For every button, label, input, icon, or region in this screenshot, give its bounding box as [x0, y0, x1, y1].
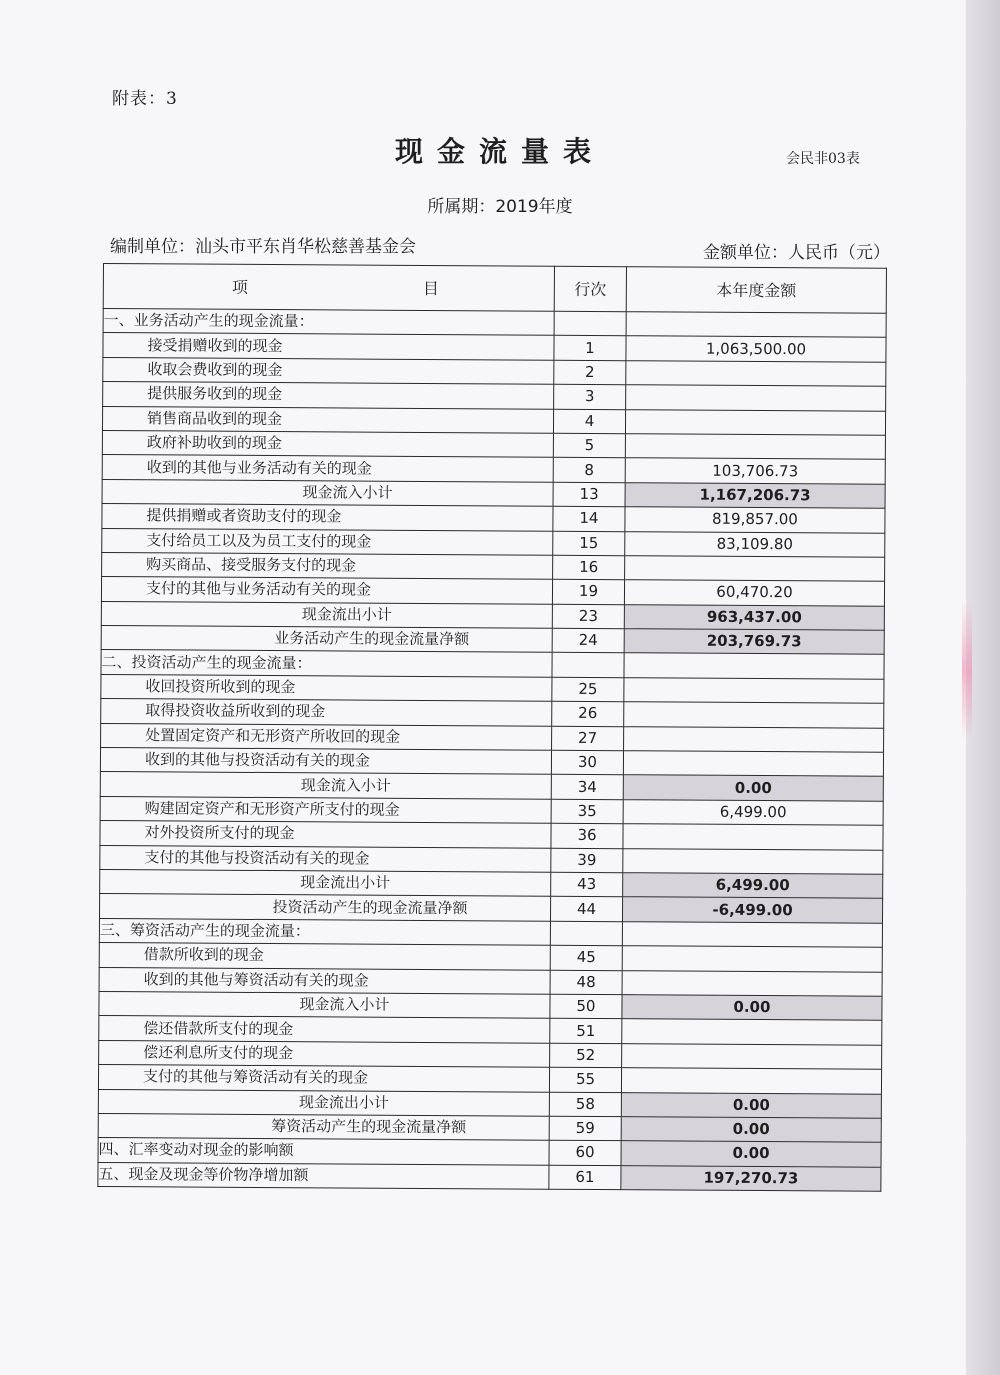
row-amount: 6,499.00: [623, 800, 883, 826]
row-item: 收到的其他与业务活动有关的现金: [102, 455, 553, 482]
row-item: 收取会费收到的现金: [103, 357, 554, 384]
row-item: 现金流出小计: [98, 1089, 549, 1116]
row-item: 业务活动产生的现金流量净额: [101, 626, 552, 653]
row-amount: [625, 409, 885, 435]
row-item: 现金流入小计: [100, 772, 551, 799]
item-header-a: 项: [231, 277, 248, 297]
row-line-number: [552, 653, 624, 678]
row-line-number: 14: [553, 506, 625, 531]
row-item: 二、投资活动产生的现金流量：: [101, 650, 552, 677]
amount-column-header: 本年度金额: [626, 267, 886, 314]
row-item: 现金流入小计: [99, 991, 550, 1018]
row-item: 现金流出小计: [100, 869, 551, 896]
row-line-number: 59: [549, 1116, 621, 1141]
row-line-number: 19: [552, 580, 624, 605]
reporting-unit: 编制单位：汕头市平东肖华松慈善基金会: [110, 237, 416, 257]
row-amount: 1,063,500.00: [626, 336, 886, 362]
period-label: 所属期：2019年度: [427, 197, 573, 217]
row-line-number: 36: [551, 823, 623, 848]
currency-unit: 金额单位：人民币（元）: [703, 243, 890, 263]
row-line-number: 51: [550, 1019, 622, 1044]
row-amount: 963,437.00: [624, 604, 884, 630]
row-item: 借款所收到的现金: [99, 943, 550, 970]
row-item: 购建固定资产和无形资产所支付的现金: [100, 796, 551, 823]
row-line-number: 61: [549, 1165, 621, 1190]
row-amount: [622, 946, 882, 972]
row-amount: [623, 824, 883, 850]
row-line-number: 26: [552, 701, 624, 726]
row-item: 支付的其他与投资活动有关的现金: [100, 845, 551, 872]
row-amount: 197,270.73: [621, 1165, 881, 1191]
row-item: 政府补助收到的现金: [102, 430, 553, 457]
row-line-number: 15: [553, 531, 625, 556]
row-amount: 0.00: [621, 1141, 881, 1167]
row-amount: 203,769.73: [624, 629, 884, 655]
row-line-number: 4: [553, 409, 625, 434]
row-line-number: 60: [549, 1141, 621, 1166]
row-line-number: 45: [550, 945, 622, 970]
row-line-number: 8: [553, 458, 625, 483]
stamp-mark: [962, 600, 972, 740]
row-amount: 6,499.00: [623, 873, 883, 899]
row-item: 收回投资所收到的现金: [101, 674, 552, 701]
row-amount: [624, 678, 884, 704]
row-amount: 0.00: [623, 775, 883, 801]
row-item: 一、业务活动产生的现金流量：: [103, 309, 554, 336]
row-item: 偿还借款所支付的现金: [99, 1016, 550, 1043]
row-item: 五、现金及现金等价物净增加额: [98, 1162, 549, 1189]
row-amount: [621, 1068, 881, 1094]
row-line-number: 23: [552, 604, 624, 629]
row-line-number: 24: [552, 628, 624, 653]
row-item: 提供服务收到的现金: [103, 382, 554, 409]
row-amount: [624, 653, 884, 679]
row-line-number: 50: [550, 994, 622, 1019]
row-item: 支付的其他与业务活动有关的现金: [101, 577, 552, 604]
row-amount: [626, 312, 886, 338]
row-line-number: 3: [554, 384, 626, 409]
row-line-number: 30: [551, 750, 623, 775]
page-title: 现金流量表: [394, 135, 605, 168]
row-amount: 1,167,206.73: [625, 482, 885, 508]
row-amount: [625, 434, 885, 460]
row-line-number: [550, 921, 622, 946]
row-item: 现金流入小计: [102, 479, 553, 506]
item-header-b: 目: [422, 278, 440, 298]
row-line-number: 55: [549, 1067, 621, 1092]
row-amount: 103,706.73: [625, 458, 885, 484]
line-column-header: 行次: [554, 266, 626, 311]
row-amount: 0.00: [622, 995, 882, 1021]
row-line-number: 34: [551, 775, 623, 800]
row-amount: 0.00: [621, 1092, 881, 1118]
row-line-number: 48: [550, 970, 622, 995]
row-amount: [624, 726, 884, 752]
row-amount: [622, 1019, 882, 1045]
row-amount: [623, 848, 883, 874]
row-item: 接受捐赠收到的现金: [103, 333, 554, 360]
row-item: 收到的其他与筹资活动有关的现金: [99, 967, 550, 994]
row-line-number: 58: [549, 1092, 621, 1117]
row-amount: 0.00: [621, 1117, 881, 1143]
annex-label: 附表：3: [112, 89, 178, 109]
row-amount: -6,499.00: [622, 897, 882, 923]
row-amount: [624, 702, 884, 728]
row-amount: [626, 385, 886, 411]
row-line-number: [554, 311, 626, 336]
row-line-number: 13: [553, 482, 625, 507]
row-amount: [625, 556, 885, 582]
row-line-number: 1: [554, 336, 626, 361]
row-item: 对外投资所支付的现金: [100, 821, 551, 848]
row-line-number: 27: [552, 726, 624, 751]
row-item: 购买商品、接受服务支付的现金: [102, 552, 553, 579]
row-line-number: 16: [553, 555, 625, 580]
table-row: [98, 1162, 881, 1191]
item-column-header: [103, 264, 554, 312]
row-item: 筹资活动产生的现金流量净额: [98, 1113, 549, 1140]
row-line-number: 5: [553, 433, 625, 458]
row-item: 现金流出小计: [101, 601, 552, 628]
row-item: 销售商品收到的现金: [102, 406, 553, 433]
row-item: 处置固定资产和无形资产所收回的现金: [101, 723, 552, 750]
row-item: 取得投资收益所收到的现金: [101, 699, 552, 726]
row-item: 提供捐赠或者资助支付的现金: [102, 504, 553, 531]
row-item: 收到的其他与投资活动有关的现金: [100, 748, 551, 775]
row-line-number: 44: [550, 897, 622, 922]
row-line-number: 52: [550, 1043, 622, 1068]
row-item: 支付的其他与筹资活动有关的现金: [98, 1065, 549, 1092]
row-line-number: 39: [551, 848, 623, 873]
row-line-number: 35: [551, 799, 623, 824]
row-line-number: 43: [551, 872, 623, 897]
table-header-row: [103, 264, 886, 314]
row-amount: [623, 751, 883, 777]
row-item: 三、筹资活动产生的现金流量：: [99, 918, 550, 945]
row-amount: 819,857.00: [625, 507, 885, 533]
row-item: 投资活动产生的现金流量净额: [99, 894, 550, 921]
row-item: 偿还利息所支付的现金: [99, 1040, 550, 1067]
row-amount: [622, 970, 882, 996]
row-line-number: 2: [554, 360, 626, 385]
row-amount: [622, 921, 882, 947]
row-item: 四、汇率变动对现金的影响额: [98, 1138, 549, 1165]
form-code: 会民非03表: [786, 151, 860, 167]
row-amount: 60,470.20: [624, 580, 884, 606]
row-amount: [622, 1043, 882, 1069]
row-amount: [626, 360, 886, 386]
row-line-number: 25: [552, 677, 624, 702]
row-item: 支付给员工以及为员工支付的现金: [102, 528, 553, 555]
row-amount: 83,109.80: [625, 531, 885, 557]
cash-flow-table: [97, 263, 887, 1192]
